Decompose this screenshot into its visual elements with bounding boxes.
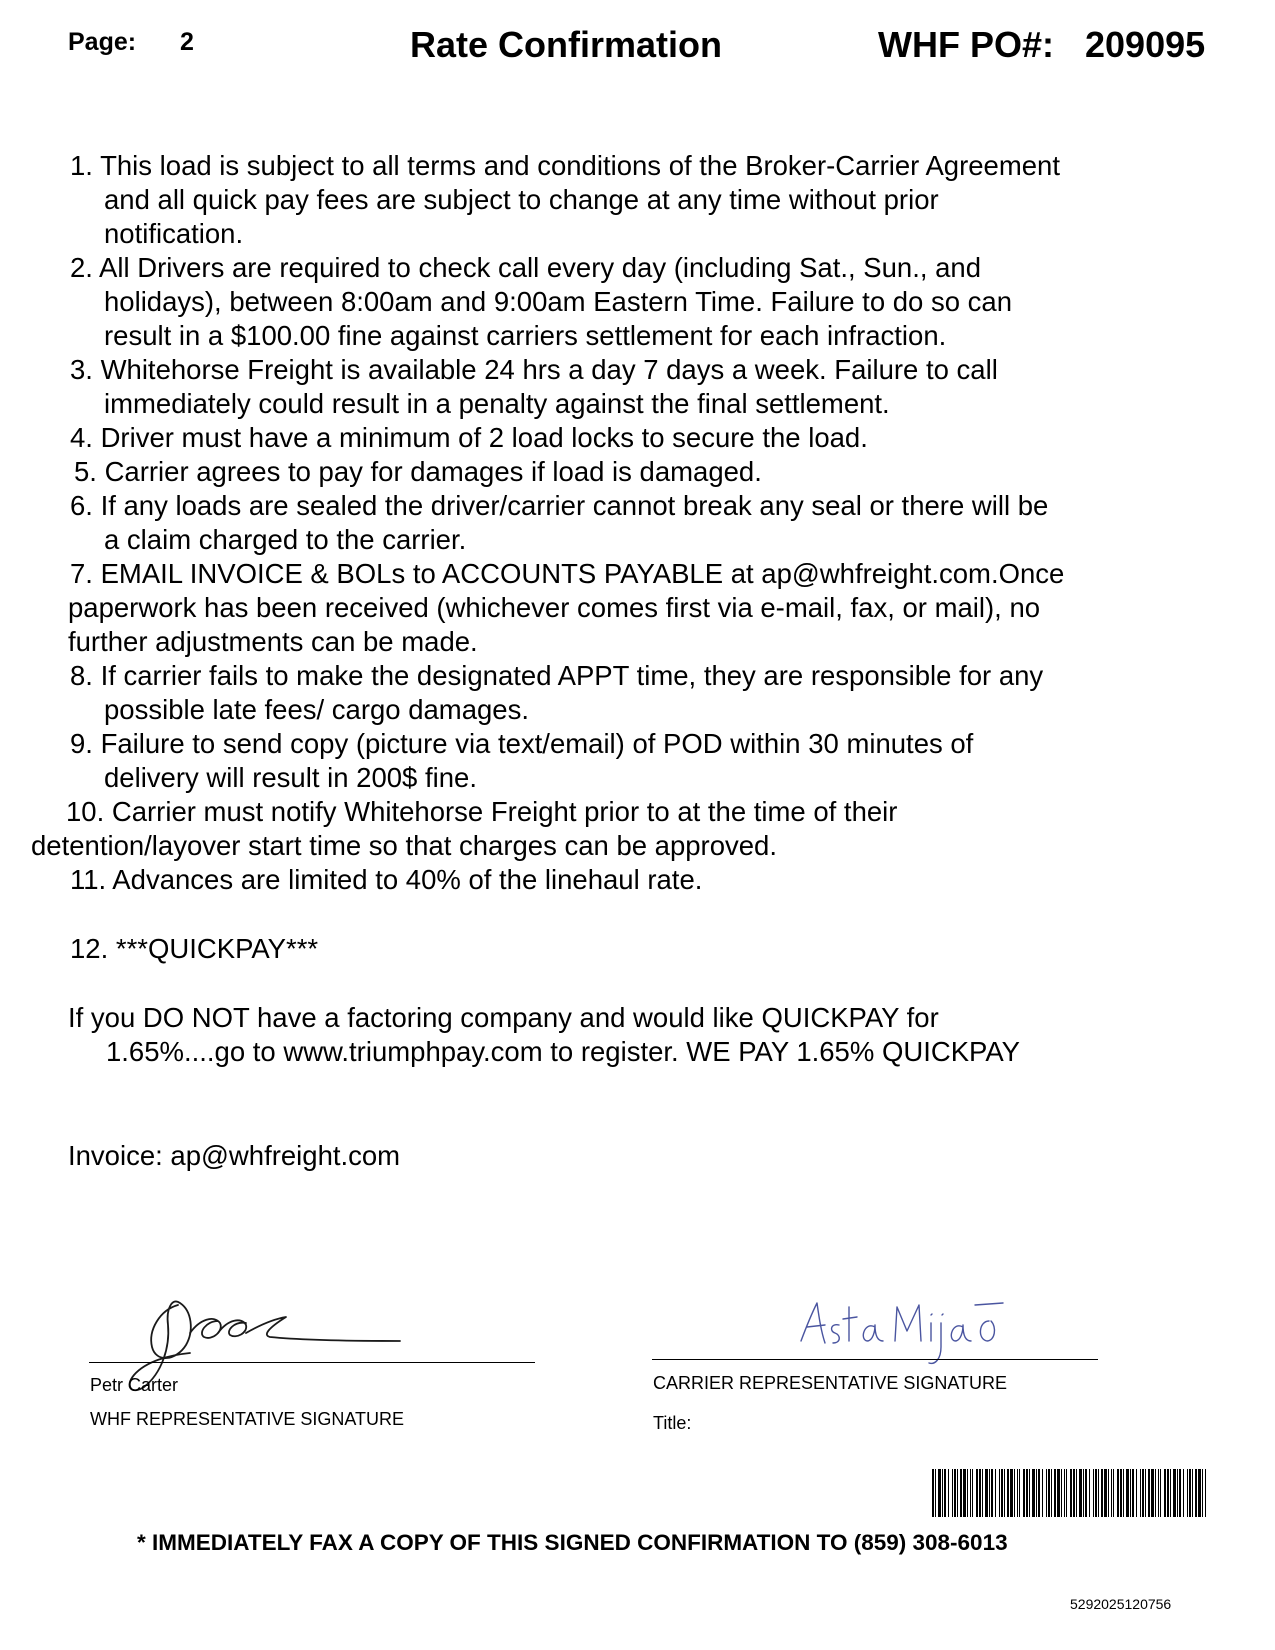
- term-1-line-2: and all quick pay fees are subject to change at any time without prior: [104, 184, 939, 215]
- term-10-line-2: detention/layover start time so that charges can be approved.: [31, 830, 777, 861]
- term-2-line-1: 2. All Drivers are required to check call every day (including Sat., Sun., and: [70, 252, 982, 283]
- term-7-line-1: 7. EMAIL INVOICE & BOLs to ACCOUNTS PAYABLE at ap@whfreight.com.Once: [70, 558, 1065, 589]
- term-5: 5. Carrier agrees to pay for damages if load is damaged.: [74, 456, 762, 487]
- barcode-icon: [932, 1469, 1206, 1517]
- document-code: 5292025120756: [1070, 1596, 1172, 1612]
- term-2-line-2: holidays), between 8:00am and 9:00am Eastern Time. Failure to do so can: [104, 286, 1013, 317]
- term-4: 4. Driver must have a minimum of 2 load locks to secure the load.: [70, 422, 868, 453]
- document-title: Rate Confirmation: [410, 24, 723, 65]
- term-12-heading: 12. ***QUICKPAY***: [70, 933, 319, 964]
- quickpay-line-1: If you DO NOT have a factoring company and would like QUICKPAY for: [68, 1002, 939, 1033]
- term-10-line-1: 10. Carrier must notify Whitehorse Freight prior to at the time of their: [66, 796, 898, 827]
- term-9-line-1: 9. Failure to send copy (picture via text/email) of POD within 30 minutes of: [70, 728, 974, 759]
- term-1-line-1: 1. This load is subject to all terms and conditions of the Broker-Carrier Agreement: [70, 150, 1060, 181]
- quickpay-line-2: 1.65%....go to www.triumphpay.com to register. WE PAY 1.65% QUICKPAY: [106, 1036, 1020, 1067]
- fax-notice: * IMMEDIATELY FAX A COPY OF THIS SIGNED CONFIRMATION TO (859) 308-6013: [137, 1530, 1008, 1555]
- term-9-line-2: delivery will result in 200$ fine.: [104, 762, 477, 793]
- term-6-line-2: a claim charged to the carrier.: [104, 524, 467, 555]
- term-7-line-3: further adjustments can be made.: [68, 626, 478, 657]
- term-8-line-1: 8. If carrier fails to make the designated APPT time, they are responsible for any: [70, 660, 1044, 691]
- po-label: WHF PO#:: [878, 24, 1054, 65]
- term-7-line-2: paperwork has been received (whichever comes first via e-mail, fax, or mail), no: [68, 592, 1041, 623]
- term-3-line-2: immediately could result in a penalty against the final settlement.: [104, 388, 890, 419]
- carrier-signature-caption: CARRIER REPRESENTATIVE SIGNATURE: [653, 1373, 1008, 1393]
- carrier-signature-line: [652, 1359, 1098, 1360]
- page-number: 2: [180, 28, 194, 56]
- term-6-line-1: 6. If any loads are sealed the driver/carrier cannot break any seal or there will be: [70, 490, 1049, 521]
- term-1-line-3: notification.: [104, 218, 244, 249]
- whf-representative-name: Petr Carter: [90, 1375, 179, 1395]
- term-3-line-1: 3. Whitehorse Freight is available 24 hrs a day 7 days a week. Failure to call: [70, 354, 998, 385]
- carrier-title-label: Title:: [653, 1413, 692, 1433]
- page-label: Page:: [68, 28, 137, 56]
- invoice-email: Invoice: ap@whfreight.com: [68, 1140, 401, 1171]
- term-11: 11. Advances are limited to 40% of the linehaul rate.: [70, 864, 703, 895]
- whf-signature-caption: WHF REPRESENTATIVE SIGNATURE: [90, 1409, 405, 1429]
- whf-signature-line: [89, 1362, 535, 1363]
- term-8-line-2: possible late fees/ cargo damages.: [104, 694, 529, 725]
- term-2-line-3: result in a $100.00 fine against carriers settlement for each infraction.: [104, 320, 947, 351]
- po-number: 209095: [1085, 24, 1206, 65]
